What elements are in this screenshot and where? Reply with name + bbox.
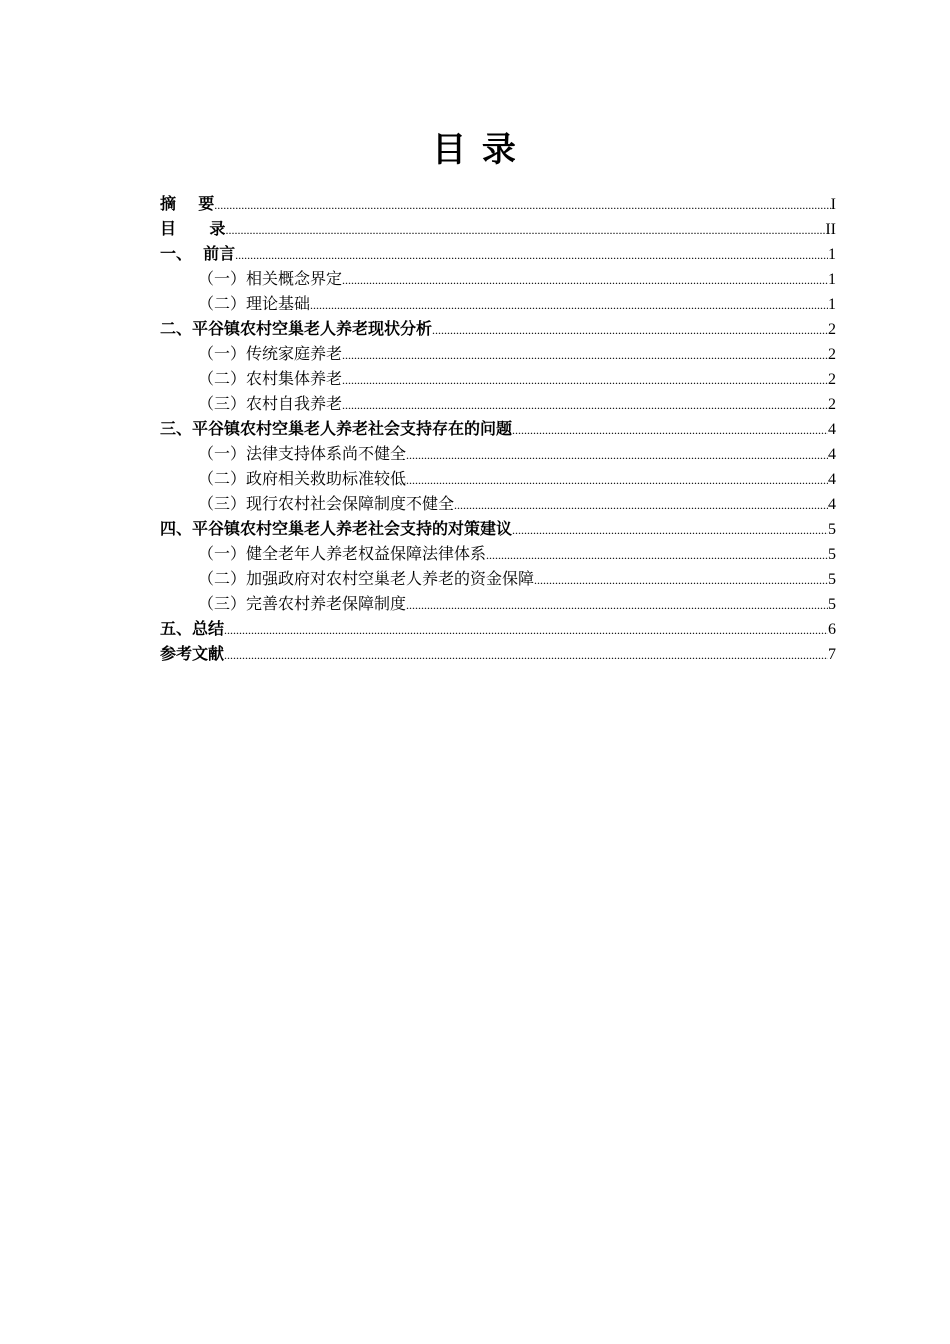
toc-dot-leader: [224, 643, 828, 668]
toc-page-number: 5: [828, 571, 836, 588]
table-of-contents: [160, 191, 836, 666]
toc-entry-title: （一）传统家庭养老: [198, 344, 343, 363]
toc-entry[interactable]: [160, 241, 836, 266]
toc-entry[interactable]: [160, 441, 836, 466]
toc-entry-title: （二）政府相关救助标准较低: [198, 469, 407, 488]
toc-dot-leader: [534, 568, 828, 593]
toc-dot-leader: [486, 543, 828, 568]
toc-dot-leader: [512, 518, 828, 543]
toc-entry-title: 目 录: [160, 219, 226, 238]
toc-dot-leader: [342, 268, 828, 293]
toc-page-number: 4: [828, 446, 836, 463]
toc-entry[interactable]: [160, 641, 836, 666]
toc-entry[interactable]: [160, 391, 836, 416]
toc-entry-title: （三）农村自我养老: [198, 394, 343, 413]
toc-page-number: 6: [828, 621, 836, 638]
toc-entry[interactable]: [160, 591, 836, 616]
toc-entry[interactable]: [160, 191, 836, 216]
toc-page-number: 2: [828, 346, 836, 363]
toc-page-number: 1: [828, 271, 836, 288]
toc-entry[interactable]: [160, 416, 836, 441]
toc-entry-title: （一）法律支持体系尚不健全: [198, 444, 407, 463]
toc-page-number: 7: [828, 646, 836, 663]
toc-entry-title: 摘 要: [160, 194, 215, 213]
toc-dot-leader: [310, 293, 828, 318]
toc-entry[interactable]: [160, 266, 836, 291]
toc-entry-title: （三）完善农村养老保障制度: [198, 594, 407, 613]
toc-entry-title: 四、平谷镇农村空巢老人养老社会支持的对策建议: [160, 519, 513, 538]
toc-entry[interactable]: [160, 566, 836, 591]
toc-entry[interactable]: [160, 291, 836, 316]
toc-entry-title: （二）加强政府对农村空巢老人养老的资金保障: [198, 569, 535, 588]
toc-entry[interactable]: [160, 466, 836, 491]
toc-entry[interactable]: [160, 491, 836, 516]
toc-dot-leader: [454, 493, 828, 518]
toc-dot-leader: [342, 393, 828, 418]
toc-entry-title: （二）农村集体养老: [198, 369, 343, 388]
toc-page-number: 4: [828, 421, 836, 438]
toc-dot-leader: [225, 218, 825, 243]
toc-entry-title: 一、 前言: [160, 244, 236, 263]
toc-page-number: 4: [828, 471, 836, 488]
toc-entry-title: 五、总结: [160, 619, 225, 638]
toc-page-number: 2: [828, 371, 836, 388]
toc-dot-leader: [406, 443, 828, 468]
toc-entry-title: （二）理论基础: [198, 294, 311, 313]
toc-entry[interactable]: [160, 341, 836, 366]
toc-entry-title: 参考文献: [160, 644, 225, 663]
toc-entry-title: 三、平谷镇农村空巢老人养老社会支持存在的问题: [160, 419, 513, 438]
toc-entry[interactable]: [160, 216, 836, 241]
toc-entry[interactable]: [160, 541, 836, 566]
page-title: 目 录: [432, 130, 518, 170]
toc-page-number: 1: [828, 246, 836, 263]
toc-page-number: 5: [828, 546, 836, 563]
toc-entry[interactable]: [160, 316, 836, 341]
toc-dot-leader: [214, 193, 830, 218]
toc-page-number: 2: [828, 396, 836, 413]
toc-dot-leader: [342, 368, 828, 393]
toc-page-number: 5: [828, 596, 836, 613]
toc-entry-title: 二、平谷镇农村空巢老人养老现状分析: [160, 319, 433, 338]
toc-entry-title: （一）相关概念界定: [198, 269, 343, 288]
toc-dot-leader: [406, 593, 828, 618]
toc-dot-leader: [512, 418, 828, 443]
toc-page-number: 4: [828, 496, 836, 513]
toc-page-number: 1: [828, 296, 836, 313]
toc-entry-title: （一）健全老年人养老权益保障法律体系: [198, 544, 487, 563]
toc-entry[interactable]: [160, 616, 836, 641]
toc-entry[interactable]: [160, 516, 836, 541]
toc-entry[interactable]: [160, 366, 836, 391]
toc-dot-leader: [224, 618, 828, 643]
toc-page-number: 5: [828, 521, 836, 538]
toc-page-number: II: [825, 221, 836, 238]
toc-dot-leader: [432, 318, 828, 343]
toc-page-number: 2: [828, 321, 836, 338]
toc-entry-title: （三）现行农村社会保障制度不健全: [198, 494, 455, 513]
toc-page-number: I: [830, 196, 836, 213]
toc-dot-leader: [342, 343, 828, 368]
toc-dot-leader: [406, 468, 828, 493]
toc-dot-leader: [235, 243, 828, 268]
